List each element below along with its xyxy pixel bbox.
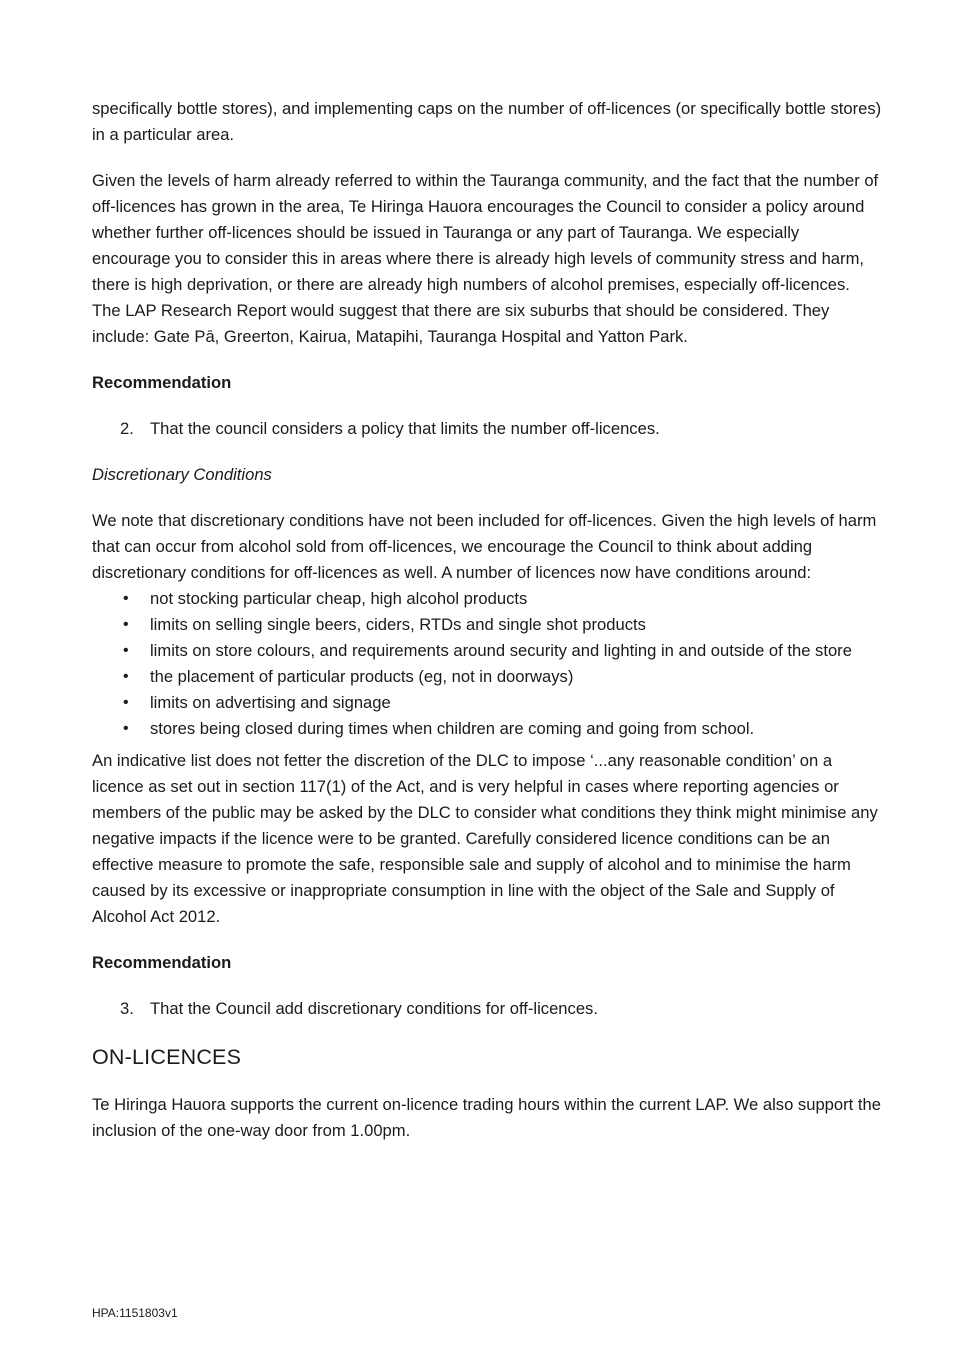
recommendation-text: That the Council add discretionary conditions for off-licences. — [150, 999, 598, 1018]
recommendation-list-2 — [92, 996, 882, 1022]
list-item: • limits on advertising and signage — [92, 690, 882, 716]
on-licences-paragraph: Te Hiringa Hauora supports the current on-licence trading hours within the current LAP. We also support the inclusion of the one-way door from 1.00pm. — [92, 1095, 881, 1140]
bullet-icon: • — [123, 642, 129, 659]
footer-doc-reference: HPA:1151803v1 — [92, 1306, 178, 1320]
list-item: • limits on store colours, and requirements around security and lighting in and outside of the store — [92, 638, 882, 664]
recommendation-number: 2. — [120, 419, 134, 438]
list-item: • the placement of particular products (eg, not in doorways) — [92, 664, 882, 690]
recommendation-heading-2: Recommendation — [92, 953, 232, 972]
bullet-icon: • — [123, 616, 129, 633]
recommendation-item-3 — [92, 996, 882, 1022]
recommendation-text: That the council considers a policy that limits the number off-licences. — [150, 419, 660, 438]
on-licences-heading: ON-LICENCES — [92, 1045, 242, 1069]
document-page — [92, 96, 882, 1144]
recommendation-heading-1: Recommendation — [92, 373, 232, 392]
list-item: • stores being closed during times when children are coming and going from school. — [92, 716, 882, 742]
recommendation-number: 3. — [120, 999, 134, 1018]
intro-continuation-paragraph: specifically bottle stores), and implementing caps on the number of off-licences (or specifically bottle stores) in a particular area. — [92, 99, 882, 144]
recommendation-list-1 — [92, 416, 882, 442]
bullet-icon: • — [123, 668, 129, 685]
discretionary-closing-paragraph: An indicative list does not fetter the discretion of the DLC to impose ‘...any reasonable condition’ on a licence as set out in section 117(1) of the Act, and is very helpful in cases where reporting agencies or members of the public may be asked by the DLC to consider what conditions they think might minimise any negative impacts if the licence were to be granted. Carefully considered licence conditions can be an effective measure to promote the safe, responsible sale and supply of alcohol and to minimise the harm caused by its excessive or inappropriate consumption in line with the object of the Sale and Supply of Alcohol Act 2012. — [92, 751, 878, 926]
bullet-icon: • — [123, 720, 129, 737]
recommendation-item-2 — [92, 416, 882, 442]
conditions-bullet-list — [92, 586, 882, 742]
bullet-icon: • — [123, 694, 129, 711]
list-item: • limits on selling single beers, ciders, RTDs and single shot products — [92, 612, 882, 638]
discretionary-conditions-heading: Discretionary Conditions — [92, 465, 272, 484]
list-item: • not stocking particular cheap, high alcohol products — [92, 586, 882, 612]
discretionary-intro-paragraph: We note that discretionary conditions have not been included for off-licences. Given the high levels of harm that can occur from alcohol sold from off-licences, we encourage the Council to think about adding discretionary conditions for off-licences as well. A number of licences now have conditions around: — [92, 511, 877, 582]
bullet-icon: • — [123, 590, 129, 607]
harm-paragraph: Given the levels of harm already referred to within the Tauranga community, and the fact that the number of off-licences has grown in the area, Te Hiringa Hauora encourages the Council to consider a policy around whether further off-licences should be issued in Tauranga or any part of Tauranga. We especially encourage you to consider this in areas where there is already high levels of community stress and harm, there is high deprivation, or there are already high numbers of alcohol premises, especially off-licences. The LAP Research Report would suggest that there are six suburbs that should be considered. They include: Gate Pā, Greerton, Kairua, Matapihi, Tauranga Hospital and Yatton Park. — [92, 171, 879, 346]
